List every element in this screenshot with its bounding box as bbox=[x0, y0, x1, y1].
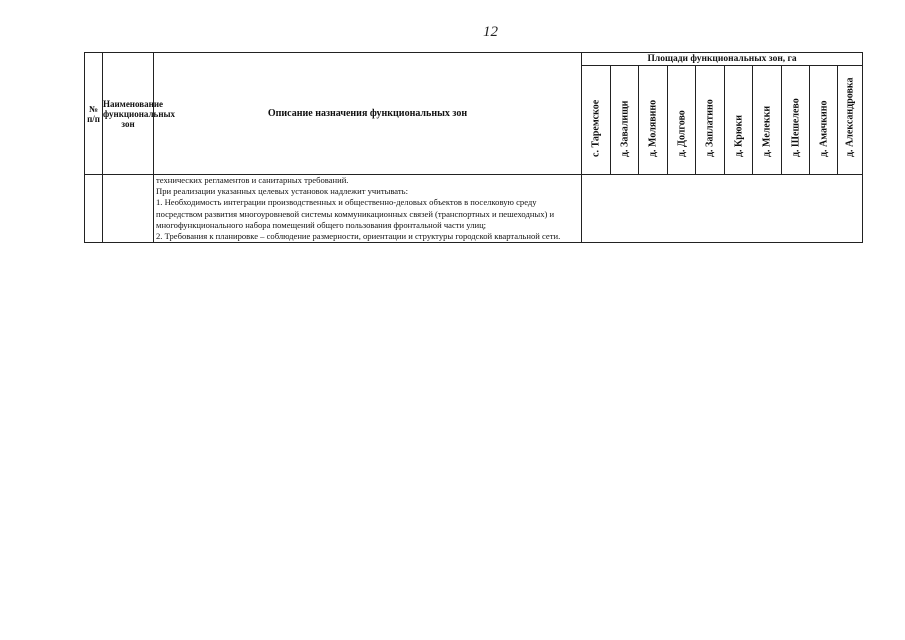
col-name-header: Наименование функциональных зон bbox=[103, 53, 154, 175]
settlement-header: д. Александровка bbox=[838, 66, 863, 175]
page-number: 12 bbox=[483, 24, 498, 40]
settlement-header: д. Крюки bbox=[725, 66, 753, 175]
col-number-header: № п/п bbox=[85, 53, 103, 175]
settlement-header: д. Шешелево bbox=[782, 66, 810, 175]
row-number-cell bbox=[85, 175, 103, 243]
description-line: технических регламентов и санитарных требований. bbox=[156, 175, 349, 185]
settlement-header: д. Молявино bbox=[639, 66, 668, 175]
settlement-header: с. Таремское bbox=[582, 66, 611, 175]
row-description-cell bbox=[154, 175, 582, 243]
settlement-header: д. Завалищи bbox=[611, 66, 639, 175]
functional-zones-table bbox=[84, 52, 863, 243]
row-area-cell bbox=[582, 175, 863, 243]
description-line: При реализации указанных целевых установок надлежит учитывать: bbox=[156, 186, 408, 197]
table-row bbox=[85, 175, 863, 243]
area-group-header: Площади функциональных зон, га bbox=[582, 53, 863, 66]
settlement-header: д. Мелекки bbox=[753, 66, 782, 175]
description-line: 1. Необходимость интеграции производственных и общественно-деловых объектов в поселковую среду посредством развития многоуровневой системы коммуникационных связей (транспортных и пешеходных) и многофункционального набора помещений общего пользования фронтальной части улиц; bbox=[156, 197, 555, 230]
settlement-header: д. Амачкино bbox=[810, 66, 838, 175]
row-name-cell bbox=[103, 175, 154, 243]
col-description-header: Описание назначения функциональных зон bbox=[154, 53, 582, 175]
description-line: 2. Требования к планировке – соблюдение размерности, ориентации и структуры городской квартальной сети. bbox=[156, 231, 561, 242]
settlement-header: д. Долгово bbox=[668, 66, 696, 175]
settlement-header: д. Заплатино bbox=[696, 66, 725, 175]
